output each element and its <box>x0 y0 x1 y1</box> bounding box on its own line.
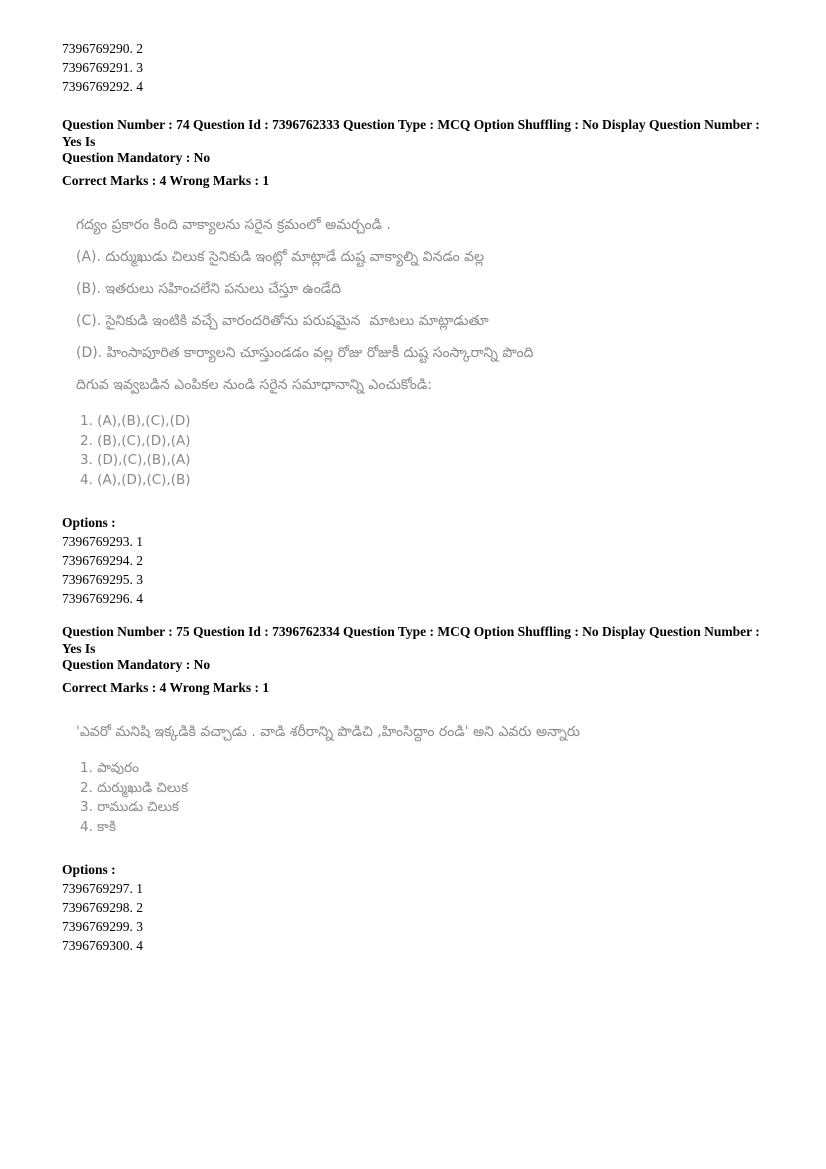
option-id-line: 7396769297. 1 <box>62 881 143 896</box>
option-id-line: 7396769295. 3 <box>62 572 143 587</box>
choice-line-4: 4. (A),(D),(C),(B) <box>80 471 191 488</box>
question-text-line: (D). హింసాపూరిత కార్యాలని చూస్తుండడం వల్ల రోజు రోజుకీ దుష్ట సంస్కారాన్ని పొంది <box>76 345 534 361</box>
choice-line-4: 4. కాకి <box>80 818 117 835</box>
question-74-header-line-2: Question Mandatory : No <box>62 150 211 165</box>
question-text-line: (B). ఇతరులు సహించలేని పనులు చేస్తూ ఉండేది <box>76 281 342 297</box>
choice-line-1: 1. (A),(B),(C),(D) <box>80 413 191 429</box>
choice-line-3: 3. రాముడు చిలుక <box>80 799 179 815</box>
option-id-line: 7396769291. 3 <box>62 60 143 75</box>
question-text-line: (A). దుర్ముఖుడు చిలుక సైనికుడి ఇంట్లో మాట్లాడే దుష్ట వాక్యాల్ని వినడం వల్ల <box>76 249 485 265</box>
option-id-line: 7396769298. 2 <box>62 900 143 915</box>
option-id-line: 7396769294. 2 <box>62 553 143 568</box>
option-id-line: 7396769296. 4 <box>62 591 143 606</box>
question-75-text <box>76 723 768 837</box>
previous-question-option-ids <box>62 39 768 96</box>
question-text-line: 'ఎవరో మనిషి ఇక్కడికి వచ్చాడు . వాడి శరీరాన్ని పొడిచి ,హింసిద్దాం రండి' అని ఎవరు అన్నారు <box>76 724 580 740</box>
question-75-marks-line: Correct Marks : 4 Wrong Marks : 1 <box>62 679 270 695</box>
question-74-options-block <box>62 513 768 608</box>
question-74-marks-line: Correct Marks : 4 Wrong Marks : 1 <box>62 172 270 188</box>
choice-line-2: 2. దుర్ముఖుడి చిలుక <box>80 779 188 796</box>
option-id-line: 7396769299. 3 <box>62 919 143 934</box>
question-75-header-line-2: Question Mandatory : No <box>62 657 211 672</box>
question-text-line: దిగువ ఇవ్వబడిన ఎంపికల నుండి సరైన సమాధానాన్ని ఎంచుకోండి: <box>76 377 432 393</box>
options-label: Options : <box>62 515 116 530</box>
option-id-line: 7396769300. 4 <box>62 938 143 953</box>
question-74-block <box>62 117 768 608</box>
choice-line-2: 2. (B),(C),(D),(A) <box>80 432 191 449</box>
choice-line-3: 3. (D),(C),(B),(A) <box>80 452 191 468</box>
option-id-line: 7396769293. 1 <box>62 534 143 549</box>
question-text-line: (C). సైనికుడి ఇంటికి వచ్చే వారందరితోను పరుషమైన మాటలు మాట్లాడుతూ <box>76 313 489 329</box>
question-75-options-block <box>62 860 768 955</box>
question-74-header-line-1: Question Number : 74 Question Id : 7396762333 Question Type : MCQ Option Shuffling : No Display Question Number : Yes Is <box>62 117 760 149</box>
option-id-line: 7396769290. 2 <box>62 41 143 56</box>
question-74-answer-choices <box>80 412 768 490</box>
option-id-line: 7396769292. 4 <box>62 79 143 94</box>
question-75-answer-choices <box>80 759 768 837</box>
question-text-line: గద్యం ప్రకారం కింది వాక్యాలను సరైన క్రమంలో అమర్చండి . <box>76 217 391 233</box>
question-75-block <box>62 624 768 955</box>
options-label: Options : <box>62 862 116 877</box>
choice-line-1: 1. పావురం <box>80 760 139 776</box>
question-75-header-line-1: Question Number : 75 Question Id : 7396762334 Question Type : MCQ Option Shuffling : No Display Question Number : Yes Is <box>62 624 760 656</box>
question-74-text <box>76 216 768 490</box>
